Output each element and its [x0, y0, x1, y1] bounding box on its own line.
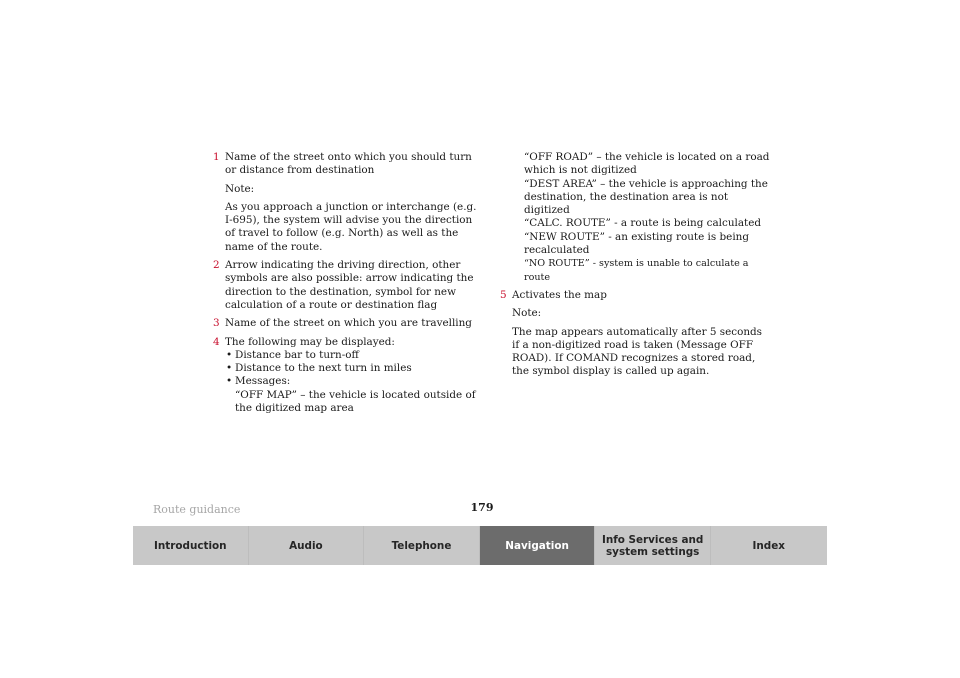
note-label: Note:: [225, 182, 255, 195]
message-no-route: “NO ROUTE” - system is unable to calculate a route: [524, 258, 749, 283]
tab-audio[interactable]: Audio: [249, 526, 365, 565]
item-text: Activates the map: [512, 288, 607, 301]
item-text: The following may be displayed:: [225, 335, 395, 348]
message-dest-area: “DEST AREA” – the vehicle is approaching the destination, the destination area is not digitized: [524, 177, 768, 217]
tab-index[interactable]: Index: [711, 526, 827, 565]
note-text: As you approach a junction or interchange (e.g. I-695), the system will advise you the direction of travel to follow (e.g. North) as well as the name of the route.: [225, 200, 477, 253]
right-column: [500, 151, 772, 384]
page-number: 179: [470, 501, 494, 514]
list-item-3: [213, 317, 485, 330]
left-column: [213, 151, 485, 420]
item-text: Arrow indicating the driving direction, other symbols are also possible: arrow indicating the direction to the destination, symbol for new calculation of a route or destination flag: [225, 259, 474, 311]
item-number: 2: [213, 259, 220, 272]
message-off-road: “OFF ROAD” – the vehicle is located on a road which is not digitized: [524, 151, 770, 177]
message-new-route: “NEW ROUTE” - an existing route is being recalculated: [524, 230, 749, 257]
chapter-nav-bar: [133, 526, 827, 565]
messages-list: [500, 151, 772, 284]
bullet-item: • Distance bar to turn-off: [225, 349, 485, 362]
item-number: 3: [213, 317, 220, 330]
tab-introduction[interactable]: Introduction: [133, 526, 249, 565]
tab-info-services[interactable]: Info Services and system settings: [595, 526, 711, 565]
bullet-item: • Messages:: [225, 375, 485, 388]
message-off-map: “OFF MAP” – the vehicle is located outside of the digitized map area: [235, 388, 476, 415]
list-item-5: [500, 289, 772, 379]
note-text: The map appears automatically after 5 seconds if a non-digitized road is taken (Message OFF ROAD). If COMAND recognizes a stored road, the symbol display is called up again.: [512, 325, 762, 378]
tab-navigation[interactable]: Navigation: [480, 526, 596, 565]
item-number: 4: [213, 335, 220, 348]
item-number: 1: [213, 151, 220, 163]
list-item-2: [213, 259, 485, 312]
message-calc-route: “CALC. ROUTE” - a route is being calculated: [524, 217, 762, 230]
bullet-item: • Distance to the next turn in miles: [225, 362, 485, 375]
item-number: 5: [500, 288, 507, 301]
item-text: Name of the street onto which you should turn or distance from destination: [225, 151, 472, 177]
bullet-list: [225, 349, 485, 389]
note-label: Note:: [512, 307, 542, 320]
list-item-4: [213, 336, 485, 416]
item-text: Name of the street on which you are travelling: [225, 317, 472, 330]
list-item-1: [213, 151, 485, 254]
tab-telephone[interactable]: Telephone: [364, 526, 480, 565]
section-title: Route guidance: [153, 503, 241, 516]
